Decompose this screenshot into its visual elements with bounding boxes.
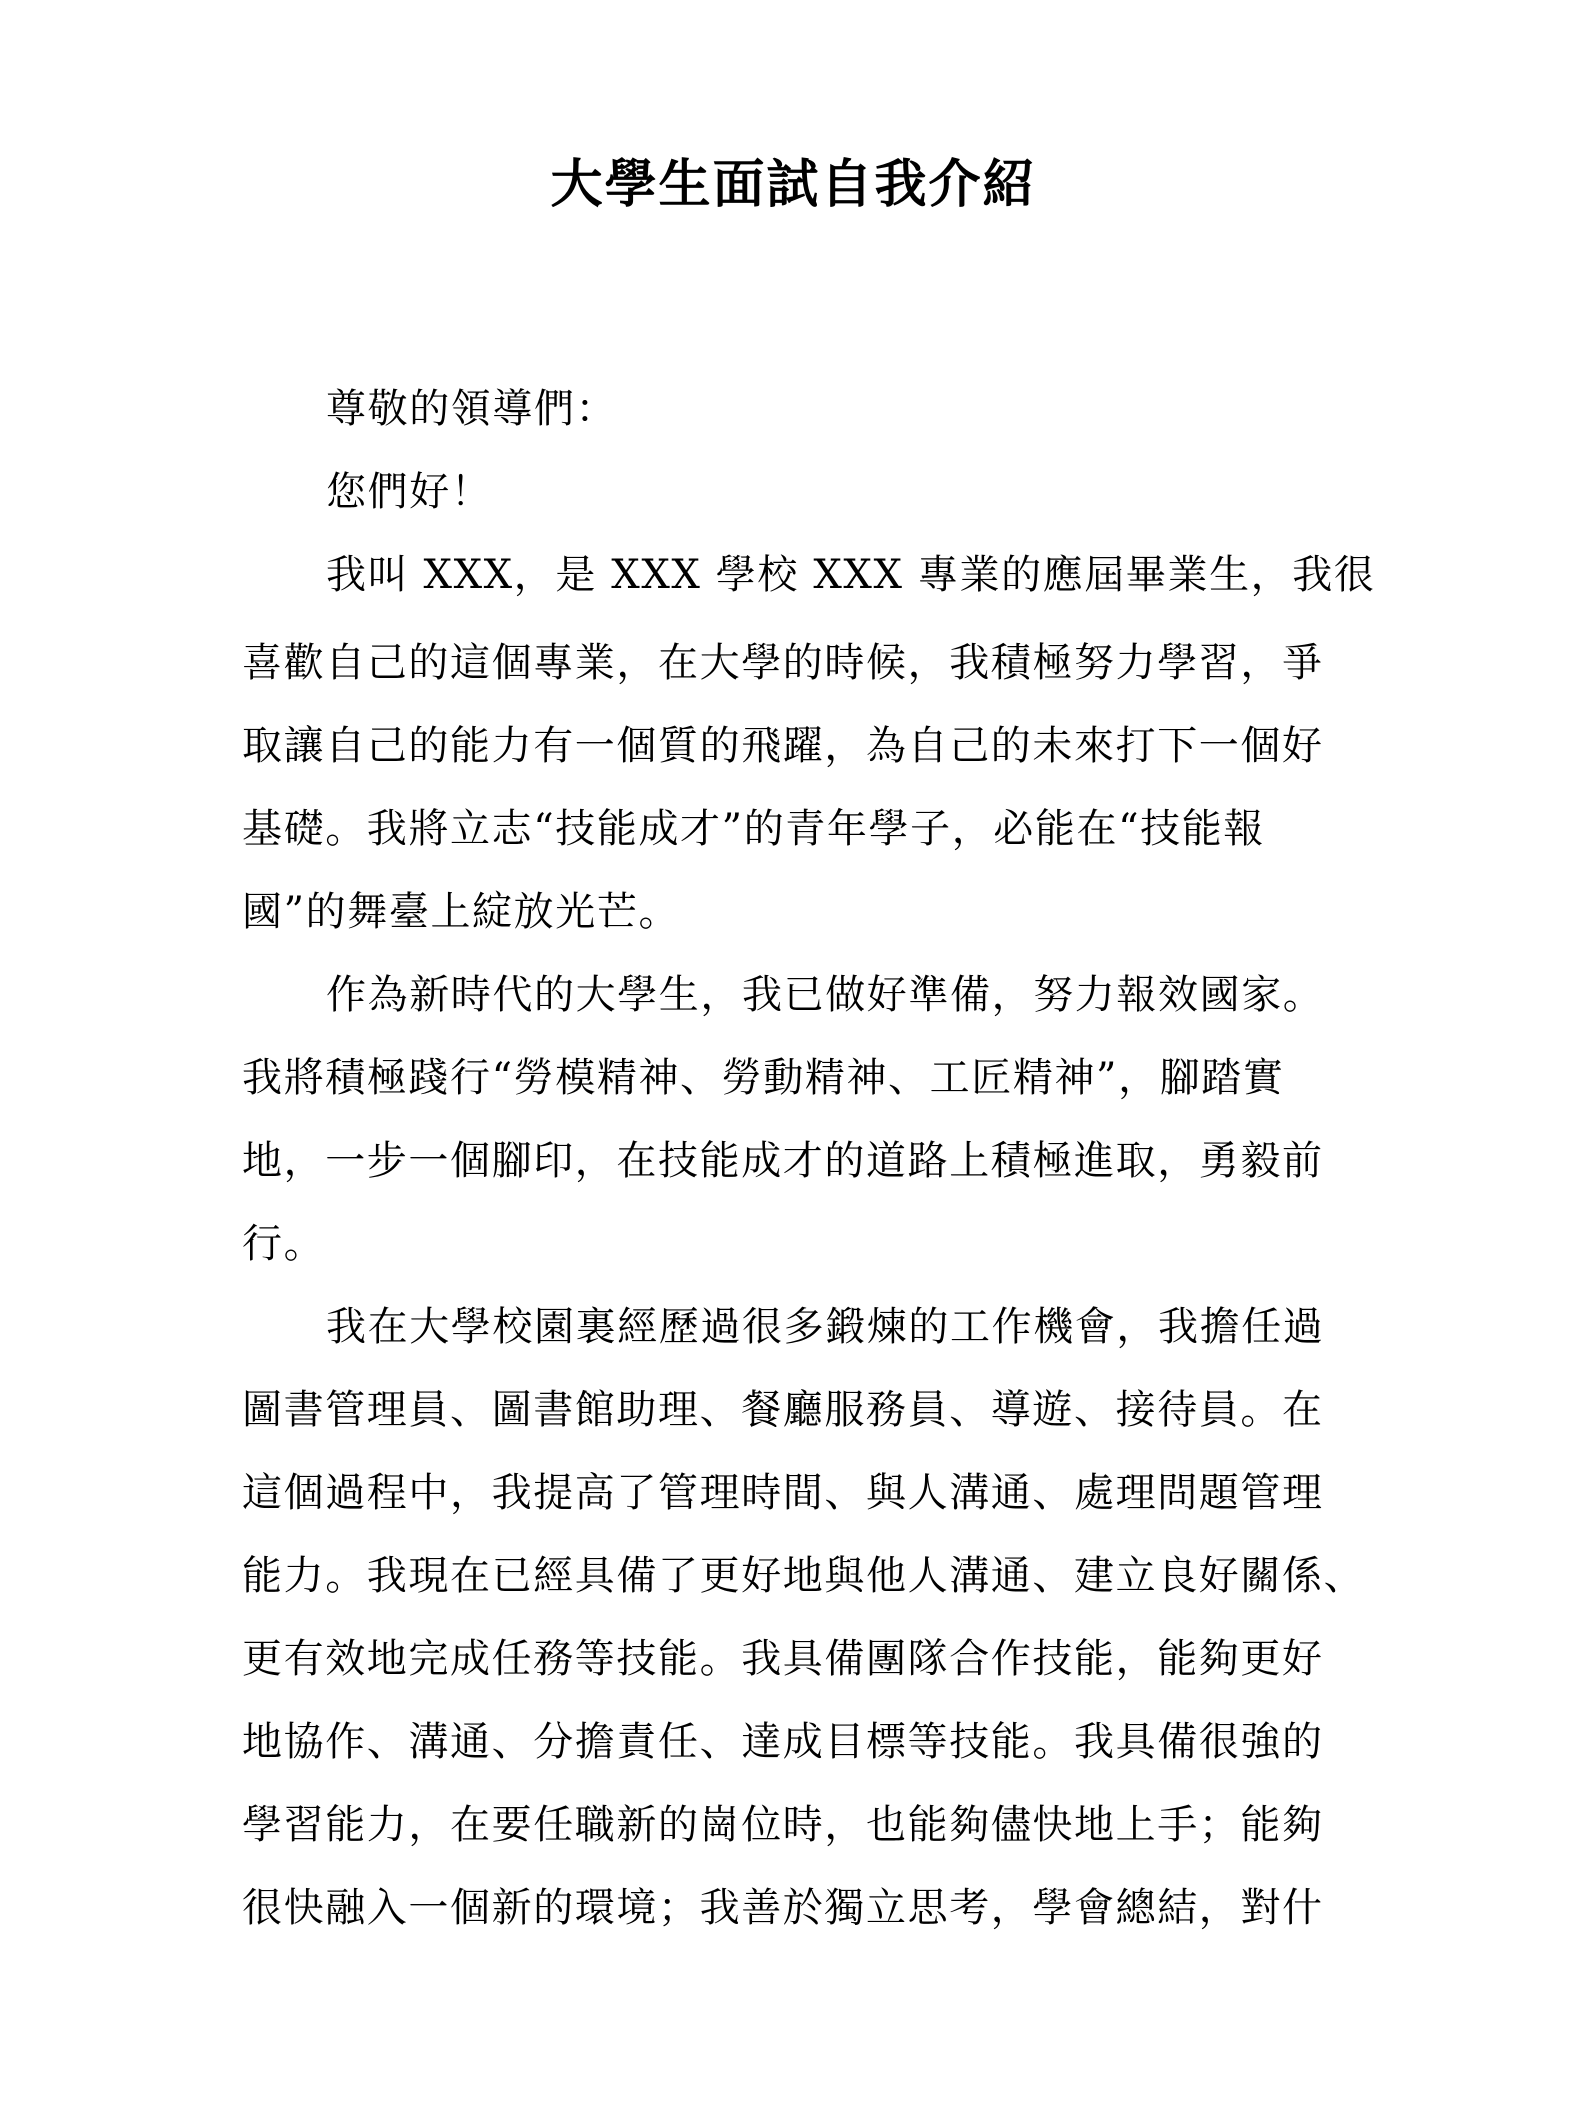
paragraph-line: 我叫 XXX，是 XXX 學校 XXX 專業的應屆畢業生，我很 <box>326 552 1376 598</box>
paragraph-line: 國”的舞臺上綻放光芒。 <box>242 889 681 935</box>
paragraph-line: 作為新時代的大學生，我已做好準備，努力報效國家。 <box>326 972 1325 1018</box>
paragraph-line: 基礎。我將立志“技能成才”的青年學子，必能在“技能報 <box>242 806 1265 852</box>
paragraph-1 <box>242 534 1376 954</box>
paragraph-line: 圖書管理員、圖書館助理、餐廳服務員、導遊、接待員。在 <box>242 1387 1324 1433</box>
paragraph-line: 這個過程中，我提高了管理時間、與人溝通、處理問題管理 <box>242 1470 1324 1516</box>
paragraph-line: 學習能力，在要任職新的崗位時，也能夠儘快地上手；能夠 <box>242 1802 1324 1848</box>
document-body <box>242 368 1376 1950</box>
paragraph-line: 地，一步一個腳印，在技能成才的道路上積極進取，勇毅前 <box>242 1138 1324 1184</box>
paragraph-line: 行。 <box>242 1221 326 1267</box>
document-title: 大學生面試自我介紹 <box>550 154 1037 215</box>
greeting-line: 尊敬的領導們： <box>326 386 618 432</box>
paragraph-line: 我在大學校園裏經歷過很多鍛煉的工作機會，我擔任過 <box>326 1304 1325 1350</box>
paragraph-2 <box>242 954 1332 1286</box>
paragraph-line: 地協作、溝通、分擔責任、達成目標等技能。我具備很強的 <box>242 1719 1324 1765</box>
paragraph-line: 取讓自己的能力有一個質的飛躍，為自己的未來打下一個好 <box>242 723 1324 769</box>
paragraph-3 <box>242 1286 1366 1950</box>
paragraph-line: 我將積極踐行“勞模精神、勞動精神、工匠精神”，腳踏實 <box>242 1055 1285 1101</box>
paragraph-line: 喜歡自己的這個專業，在大學的時候，我積極努力學習，爭 <box>242 640 1324 686</box>
paragraph-line: 能力。我現在已經具備了更好地與他人溝通、建立良好關係、 <box>242 1553 1366 1599</box>
paragraph-line: 很快融入一個新的環境；我善於獨立思考，學會總結，對什 <box>242 1885 1324 1931</box>
paragraph-line: 更有效地完成任務等技能。我具備團隊合作技能，能夠更好 <box>242 1636 1324 1682</box>
salutation-line: 您們好！ <box>326 469 493 515</box>
